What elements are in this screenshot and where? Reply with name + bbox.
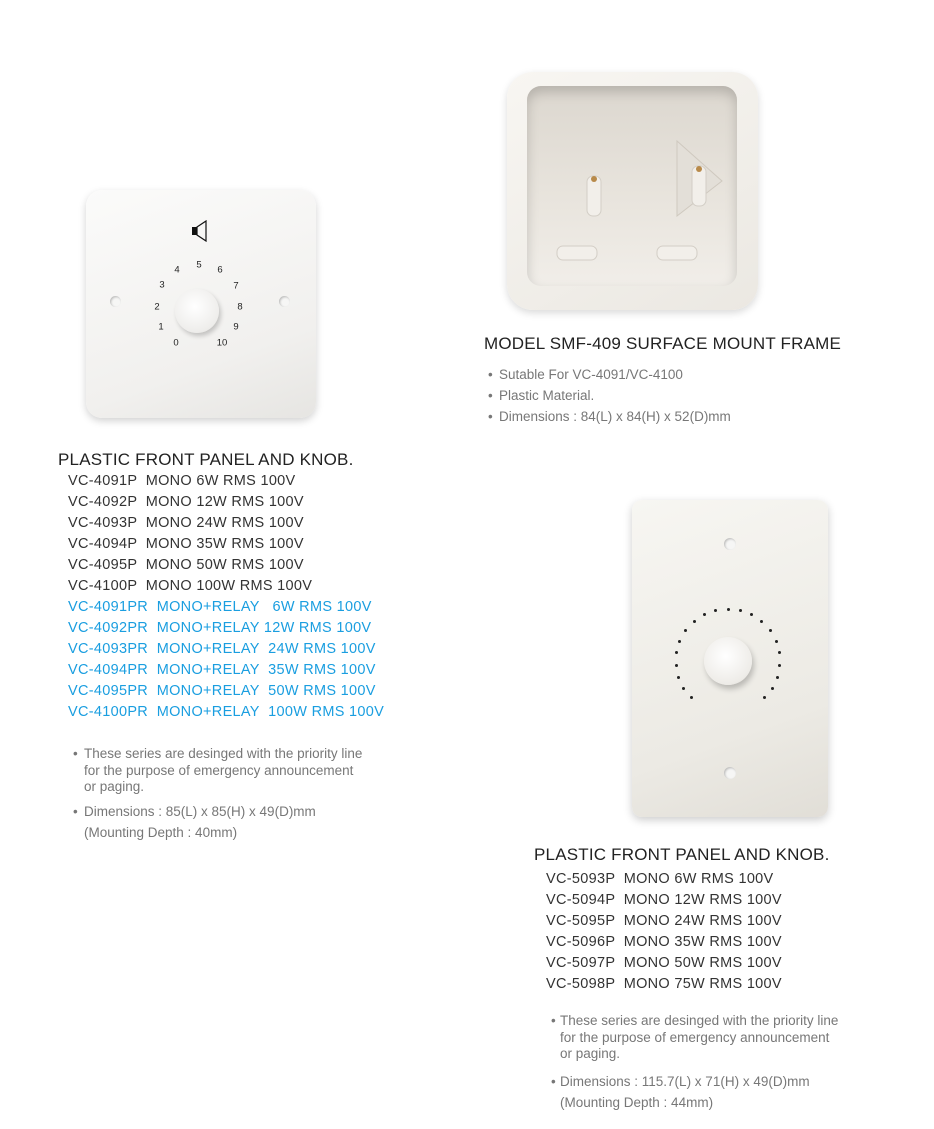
series-5000-notes: • These series are desinged with the priority line for the purpose of emergency announcement or paging. • Dimensions : 115.7(L) x 71(H) x 49(D)mm (Mounting Depth : 44mm)	[551, 1013, 839, 1110]
volume-knob	[704, 637, 752, 685]
scale-dot	[675, 651, 678, 654]
scale-dot	[727, 608, 730, 611]
model-row: VC-4092P MONO 12W RMS 100V	[68, 494, 304, 510]
scale-dot	[678, 640, 681, 643]
scale-dot	[714, 609, 717, 612]
dial-label: 4	[174, 264, 180, 276]
note-text: for the purpose of emergency announcement	[84, 762, 354, 778]
note-text: These series are desinged with the priority line	[560, 1013, 839, 1028]
spec-text: Dimensions : 84(L) x 84(H) x 52(D)mm	[499, 409, 731, 424]
model-row: VC-4092PR MONO+RELAY 12W RMS 100V	[68, 620, 372, 636]
scale-dot	[739, 609, 742, 612]
model-row: VC-5098P MONO 75W RMS 100V	[546, 976, 782, 992]
model-row: VC-5095P MONO 24W RMS 100V	[546, 913, 782, 929]
model-row: VC-4095P MONO 50W RMS 100V	[68, 557, 304, 573]
scale-dot	[769, 629, 772, 632]
scale-dot	[682, 687, 685, 690]
scale-dot	[763, 696, 766, 699]
dial-label: 10	[216, 337, 228, 349]
model-row: VC-4094PR MONO+RELAY 35W RMS 100V	[68, 662, 376, 678]
model-row: VC-4100PR MONO+RELAY 100W RMS 100V	[68, 704, 385, 720]
scale-dot	[760, 620, 763, 623]
scale-dot	[771, 687, 774, 690]
mounting-depth-text: (Mounting Depth : 40mm)	[84, 825, 238, 840]
dial-label: 2	[154, 301, 160, 313]
dial-label: 9	[233, 321, 239, 333]
frame-cavity	[527, 86, 737, 286]
note-text: or paging.	[84, 779, 145, 794]
spec-bullet: • Plastic Material.	[488, 388, 595, 403]
series-4000-title: PLASTIC FRONT PANEL AND KNOB.	[58, 450, 354, 469]
series-5000-title: PLASTIC FRONT PANEL AND KNOB.	[534, 845, 830, 864]
model-row: VC-4093P MONO 24W RMS 100V	[68, 515, 304, 531]
dial-label: 1	[158, 321, 164, 333]
scale-dot	[677, 676, 680, 679]
spec-bullet: • Dimensions : 84(L) x 84(H) x 52(D)mm	[488, 409, 731, 424]
note-text: These series are desinged with the priority line	[84, 746, 363, 761]
scale-dot	[684, 629, 687, 632]
model-row: VC-4095PR MONO+RELAY 50W RMS 100V	[68, 683, 376, 699]
mounting-depth-text: (Mounting Depth : 44mm)	[560, 1095, 714, 1110]
model-row: VC-5097P MONO 50W RMS 100V	[546, 955, 782, 971]
spec-text: Sutable For VC-4091/VC-4100	[499, 367, 683, 382]
surface-mount-title: MODEL SMF-409 SURFACE MOUNT FRAME	[484, 334, 842, 353]
dial-label: 5	[196, 259, 202, 271]
scale-dot	[750, 613, 753, 616]
model-row: VC-5093P MONO 6W RMS 100V	[546, 871, 774, 887]
surface-mount-specs	[488, 364, 731, 427]
dimensions-text: Dimensions : 115.7(L) x 71(H) x 49(D)mm	[560, 1073, 810, 1089]
screw-hole	[279, 296, 290, 307]
model-row: VC-4091PR MONO+RELAY 6W RMS 100V	[68, 599, 372, 615]
frame-posts	[527, 86, 737, 286]
scale-dot	[693, 620, 696, 623]
dial-label: 6	[217, 264, 223, 276]
surface-mount-frame-image	[507, 72, 758, 310]
dial-label: 0	[173, 337, 179, 349]
volume-knob	[175, 289, 219, 333]
screw-hole	[724, 767, 736, 779]
series-4000-model-list	[68, 471, 384, 723]
scale-dot	[690, 696, 693, 699]
dial-label: 3	[159, 279, 165, 291]
model-row: VC-5096P MONO 35W RMS 100V	[546, 934, 782, 950]
square-volume-panel-image	[86, 190, 316, 418]
dial-label: 8	[237, 301, 243, 313]
scale-dot	[778, 651, 781, 654]
spec-text: Plastic Material.	[499, 388, 595, 403]
model-row: VC-4094P MONO 35W RMS 100V	[68, 536, 304, 552]
model-row: VC-4100P MONO 100W RMS 100V	[68, 578, 313, 594]
scale-dot	[703, 613, 706, 616]
screw-hole	[724, 538, 736, 550]
dimensions-text: Dimensions : 85(L) x 85(H) x 49(D)mm	[84, 803, 316, 819]
scale-dot	[776, 676, 779, 679]
dial-label: 7	[233, 280, 239, 292]
speaker-icon	[190, 220, 210, 242]
scale-dot	[675, 664, 678, 667]
spec-bullet: • Sutable For VC-4091/VC-4100	[488, 367, 683, 382]
model-row: VC-4093PR MONO+RELAY 24W RMS 100V	[68, 641, 376, 657]
note-text: for the purpose of emergency announcement	[560, 1029, 830, 1045]
scale-dot	[778, 664, 781, 667]
model-row: VC-4091P MONO 6W RMS 100V	[68, 473, 296, 489]
series-4000-notes: • These series are desinged with the priority line for the purpose of emergency announcement or paging. • Dimensions : 85(L) x 85(H) x 49(D)mm (Mounting Depth : 40mm)	[73, 746, 363, 840]
scale-dot	[775, 640, 778, 643]
screw-hole	[110, 296, 121, 307]
rectangular-volume-panel-image	[632, 500, 828, 817]
note-text: or paging.	[560, 1046, 621, 1061]
model-row: VC-5094P MONO 12W RMS 100V	[546, 892, 782, 908]
series-5000-model-list	[546, 869, 782, 995]
